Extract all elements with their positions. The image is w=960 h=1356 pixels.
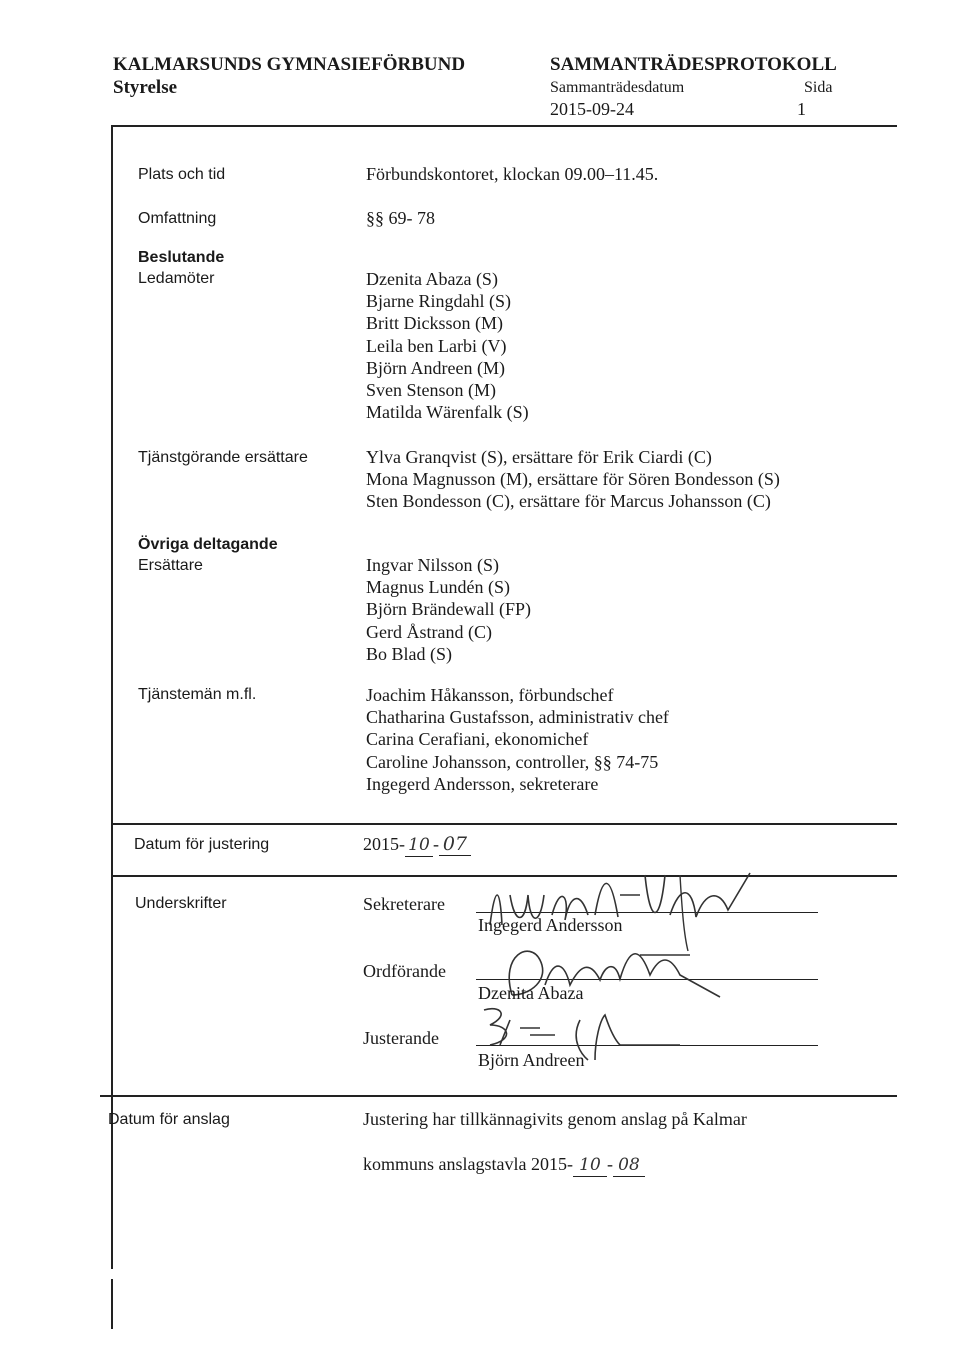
place-label: Plats och tid <box>138 166 226 183</box>
substitutes-list <box>366 446 780 513</box>
adjust-date-label: Datum för justering <box>134 836 270 853</box>
document-type: SAMMANTRÄDESPROTOKOLL <box>550 54 837 75</box>
notice-month-handwritten: 10 <box>573 1154 607 1177</box>
left-margin-rule-lower <box>111 1279 113 1329</box>
list-item: Björn Andreen (M) <box>366 357 505 378</box>
signatures-label: Underskrifter <box>135 895 227 912</box>
meeting-date: 2015-09-24 <box>550 99 634 119</box>
officials-label: Tjänstemän m.fl. <box>138 686 257 703</box>
notice-day-handwritten: 08 <box>613 1154 645 1177</box>
list-item: Chatharina Gustafsson, administrativ chef <box>366 707 669 728</box>
list-item: Ylva Granqvist (S), ersättare för Erik Ciardi (C) <box>366 447 712 467</box>
left-margin-rule <box>111 125 113 1269</box>
list-item: Leila ben Larbi (V) <box>366 335 507 356</box>
page-label: Sida <box>804 79 833 96</box>
list-item: Bjarne Ringdahl (S) <box>366 291 511 312</box>
notice-date-prefix: kommuns anslagstavla 2015- <box>363 1154 573 1174</box>
section-divider-notice <box>100 1095 897 1097</box>
list-item: Britt Dicksson (M) <box>366 313 503 334</box>
alternates-label: Ersättare <box>138 557 203 574</box>
chair-role: Ordförande <box>363 961 446 981</box>
scope-value: §§ 69- 78 <box>366 208 435 228</box>
notice-date-label: Datum för anslag <box>108 1111 230 1128</box>
chair-name: Dzenita Abaza <box>478 983 584 1003</box>
alternates-list <box>366 554 531 665</box>
officials-list <box>366 684 669 795</box>
secretary-name: Ingegerd Andersson <box>478 915 623 935</box>
list-item: Magnus Lundén (S) <box>366 577 510 598</box>
list-item: Carina Cerafiani, ekonomichef <box>366 729 589 750</box>
substitutes-label: Tjänstgörande ersättare <box>138 449 308 466</box>
org-name: KALMARSUNDS GYMNASIEFÖRBUND <box>113 54 466 75</box>
notice-text-line2 <box>363 1153 645 1177</box>
header-divider <box>111 125 897 127</box>
deciding-heading: Beslutande <box>138 249 225 266</box>
list-item: Sven Stenson (M) <box>366 379 496 400</box>
others-heading: Övriga deltagande <box>138 536 278 553</box>
list-item: Ingvar Nilsson (S) <box>366 555 499 575</box>
list-item: Matilda Wärenfalk (S) <box>366 402 529 423</box>
adjust-date-prefix: 2015- <box>363 834 405 854</box>
list-item: Joachim Håkansson, förbundschef <box>366 685 614 705</box>
section-divider-adjust <box>111 823 897 825</box>
list-item: Gerd Åstrand (C) <box>366 621 492 642</box>
notice-date-separator: - <box>606 1154 613 1174</box>
meeting-date-label: Sammanträdesdatum <box>550 79 685 96</box>
list-item: Bo Blad (S) <box>366 643 453 664</box>
list-item: Sten Bondesson (C), ersättare för Marcus Johansson (C) <box>366 491 771 512</box>
secretary-role: Sekreterare <box>363 894 445 914</box>
adjust-month-handwritten: 10 <box>405 834 433 857</box>
page-number: 1 <box>797 99 806 119</box>
adjust-date-separator: - <box>433 834 439 854</box>
place-value: Förbundskontoret, klockan 09.00–11.45. <box>366 164 659 184</box>
list-item: Dzenita Abaza (S) <box>366 269 498 289</box>
adjust-date <box>363 833 471 857</box>
notice-text-line1: Justering har tillkännagivits genom anslag på Kalmar <box>363 1109 747 1129</box>
list-item: Caroline Johansson, controller, §§ 74-75 <box>366 751 659 772</box>
adjuster-role: Justerande <box>363 1028 439 1048</box>
adjust-day-handwritten: 07 <box>439 833 471 856</box>
list-item: Mona Magnusson (M), ersättare för Sören Bondesson (S) <box>366 469 780 490</box>
members-list <box>366 268 529 423</box>
list-item: Björn Brändewall (FP) <box>366 599 531 620</box>
members-label: Ledamöter <box>138 270 215 287</box>
list-item: Ingegerd Andersson, sekreterare <box>366 773 599 794</box>
adjuster-name: Björn Andreen <box>478 1050 585 1070</box>
board-name: Styrelse <box>113 77 178 98</box>
scope-label: Omfattning <box>138 210 217 227</box>
